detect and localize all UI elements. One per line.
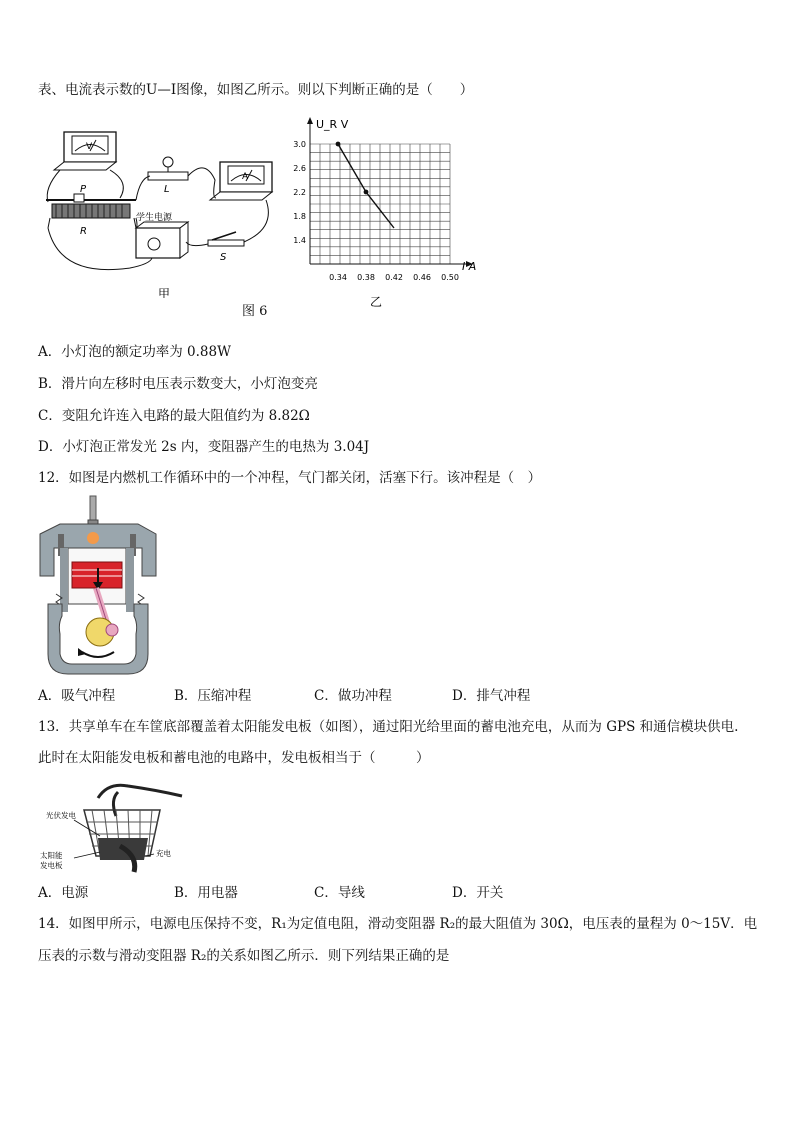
- ammeter-icon: [210, 162, 272, 200]
- svg-text:太阳能: 太阳能: [40, 851, 63, 860]
- svg-text:R: R: [80, 226, 87, 237]
- engine-diagram: [38, 494, 158, 678]
- x-tick-label: 0.46: [413, 273, 431, 282]
- q11-option-c: C．变阻允许连入电路的最大阻值约为 8.82Ω: [38, 408, 310, 424]
- graph-ylabel: U_R V: [316, 118, 349, 131]
- q12-option-d: D．排气冲程: [452, 688, 531, 704]
- switch-icon: [208, 232, 244, 263]
- svg-text:L: L: [164, 184, 170, 195]
- q13-option-c: C．导线: [314, 885, 365, 901]
- figure-caption: 图 6: [242, 304, 268, 319]
- x-tick-label: 0.34: [329, 273, 347, 282]
- power-supply-icon: [136, 211, 188, 258]
- q12-option-b: B．压缩冲程: [174, 688, 252, 704]
- q12-stem: 12．如图是内燃机工作循环中的一个冲程，气门都关闭，活塞下行。该冲程是（ ）: [38, 470, 542, 486]
- q11-stem-tail: 表、电流表示数的U—I图像，如图乙所示。则以下判断正确的是（ ）: [38, 82, 474, 98]
- circuit-diagram: [40, 118, 280, 298]
- q14-stem-line1: 14．如图甲所示，电源电压保持不变，R₁为定值电阻，滑动变阻器 R₂的最大阻值为 30Ω，电压表的量程为 0～15V．电: [38, 916, 758, 932]
- q14-stem-line2: 压表的示数与滑动变阻器 R₂的关系如图乙所示．则下列结果正确的是: [38, 948, 450, 964]
- svg-text:充电: 充电: [156, 849, 171, 858]
- svg-text:P: P: [80, 184, 87, 195]
- q12-options: [38, 686, 758, 706]
- lamp-icon: [148, 157, 188, 195]
- svg-text:V: V: [86, 142, 93, 152]
- svg-text:S: S: [220, 252, 227, 263]
- graph-xlabel: I A: [462, 260, 477, 273]
- ui-graph: [286, 112, 486, 312]
- q13-stem-line2: 此时在太阳能发电板和蓄电池的电路中，发电板相当于（ ）: [38, 750, 430, 766]
- q13-option-d: D．开关: [452, 885, 504, 901]
- y-tick-label: 2.6: [293, 164, 306, 173]
- x-tick-label: 0.42: [385, 273, 403, 282]
- series-line: [338, 144, 394, 228]
- q12-option-a: A．吸气冲程: [38, 688, 116, 704]
- data-point: [336, 142, 341, 147]
- svg-text:A: A: [242, 172, 249, 182]
- svg-text:发电板: 发电板: [40, 861, 63, 870]
- y-axis-arrow: [307, 117, 313, 124]
- circuit-label: 甲: [158, 287, 171, 298]
- q13-stem-line1: 13．共享单车在车筐底部覆盖着太阳能发电板（如图），通过阳光给里面的蓄电池充电，从而为 GPS 和通信模块供电.: [38, 719, 739, 735]
- svg-text:光伏发电: 光伏发电: [46, 811, 76, 820]
- q11-option-b: B．滑片向左移时电压表示数变大，小灯泡变亮: [38, 376, 318, 392]
- voltmeter-icon: [54, 132, 116, 170]
- y-tick-label: 2.2: [293, 188, 306, 197]
- q12-option-c: C．做功冲程: [314, 688, 392, 704]
- x-tick-label: 0.38: [357, 273, 375, 282]
- y-tick-label: 3.0: [293, 140, 306, 149]
- q11-option-a: A．小灯泡的额定功率为 0.88W: [38, 344, 231, 360]
- y-tick-label: 1.4: [293, 236, 306, 245]
- graph-label: 乙: [370, 295, 383, 309]
- svg-text:学生电源: 学生电源: [136, 213, 173, 223]
- data-point: [364, 190, 369, 195]
- bike-basket-diagram: [38, 776, 188, 876]
- y-tick-label: 1.8: [293, 212, 306, 221]
- q13-option-b: B．用电器: [174, 885, 238, 901]
- q13-option-a: A．电源: [38, 885, 89, 901]
- q13-options: [38, 883, 758, 903]
- q11-option-d: D．小灯泡正常发光 2s 内，变阻器产生的电热为 3.04J: [38, 439, 370, 455]
- x-tick-label: 0.50: [441, 273, 459, 282]
